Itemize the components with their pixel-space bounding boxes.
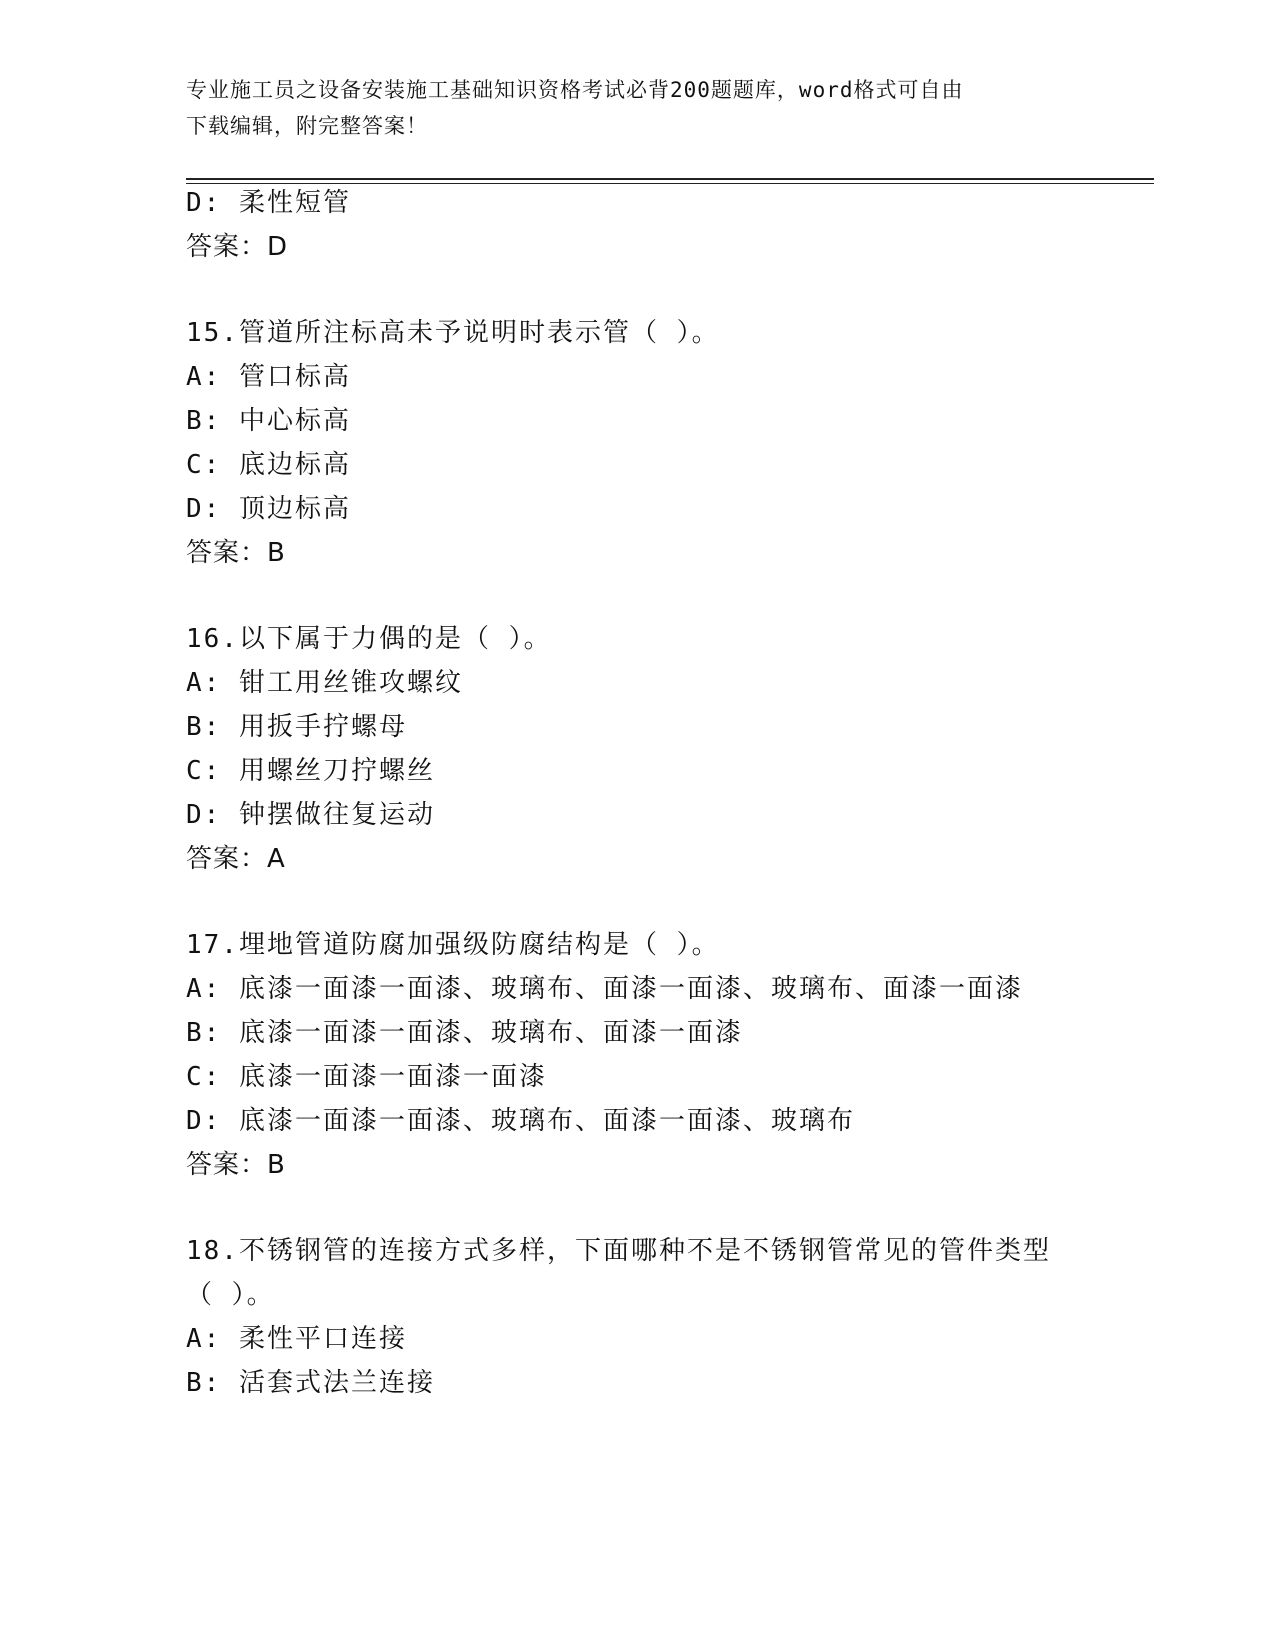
answer-line: 答案：D <box>186 232 289 262</box>
header-line-1: 专业施工员之设备安装施工基础知识资格考试必背200题题库，word格式可自由 <box>186 78 964 102</box>
header-line-2: 下载编辑，附完整答案！ <box>186 114 428 138</box>
answer-line: 答案：B <box>186 1150 286 1180</box>
answer-line: 答案：B <box>186 538 286 568</box>
header-divider-thin <box>186 183 1154 184</box>
option-d: D: 柔性短管 <box>186 188 351 218</box>
option-c: C: 底边标高 <box>186 450 351 480</box>
option-c: C: 底漆一面漆一面漆一面漆 <box>186 1062 547 1092</box>
header-divider <box>186 178 1154 180</box>
option-b: B: 活套式法兰连接 <box>186 1368 435 1398</box>
option-b: B: 底漆一面漆一面漆、玻璃布、面漆一面漆 <box>186 1018 743 1048</box>
question-stem: 15.管道所注标高未予说明时表示管（ ）。 <box>186 318 720 348</box>
option-a: A: 柔性平口连接 <box>186 1324 407 1354</box>
question-stem: 16.以下属于力偶的是（ ）。 <box>186 624 552 654</box>
option-d: D: 顶边标高 <box>186 494 351 524</box>
answer-line: 答案：A <box>186 844 286 874</box>
option-d: D: 底漆一面漆一面漆、玻璃布、面漆一面漆、玻璃布 <box>186 1106 855 1136</box>
option-d: D: 钟摆做往复运动 <box>186 800 435 830</box>
question-stem: 18.不锈钢管的连接方式多样，下面哪种不是不锈钢管常见的管件类型 <box>186 1236 1051 1266</box>
option-a: A: 钳工用丝锥攻螺纹 <box>186 668 463 698</box>
option-a: A: 底漆一面漆一面漆、玻璃布、面漆一面漆、玻璃布、面漆一面漆 <box>186 974 1023 1004</box>
question-stem: 17.埋地管道防腐加强级防腐结构是（ ）。 <box>186 930 720 960</box>
option-b: B: 中心标高 <box>186 406 351 436</box>
question-stem-continued: （ ）。 <box>186 1280 275 1310</box>
document-header <box>186 72 1066 144</box>
option-b: B: 用扳手拧螺母 <box>186 712 407 742</box>
option-a: A: 管口标高 <box>186 362 351 392</box>
option-c: C: 用螺丝刀拧螺丝 <box>186 756 435 786</box>
